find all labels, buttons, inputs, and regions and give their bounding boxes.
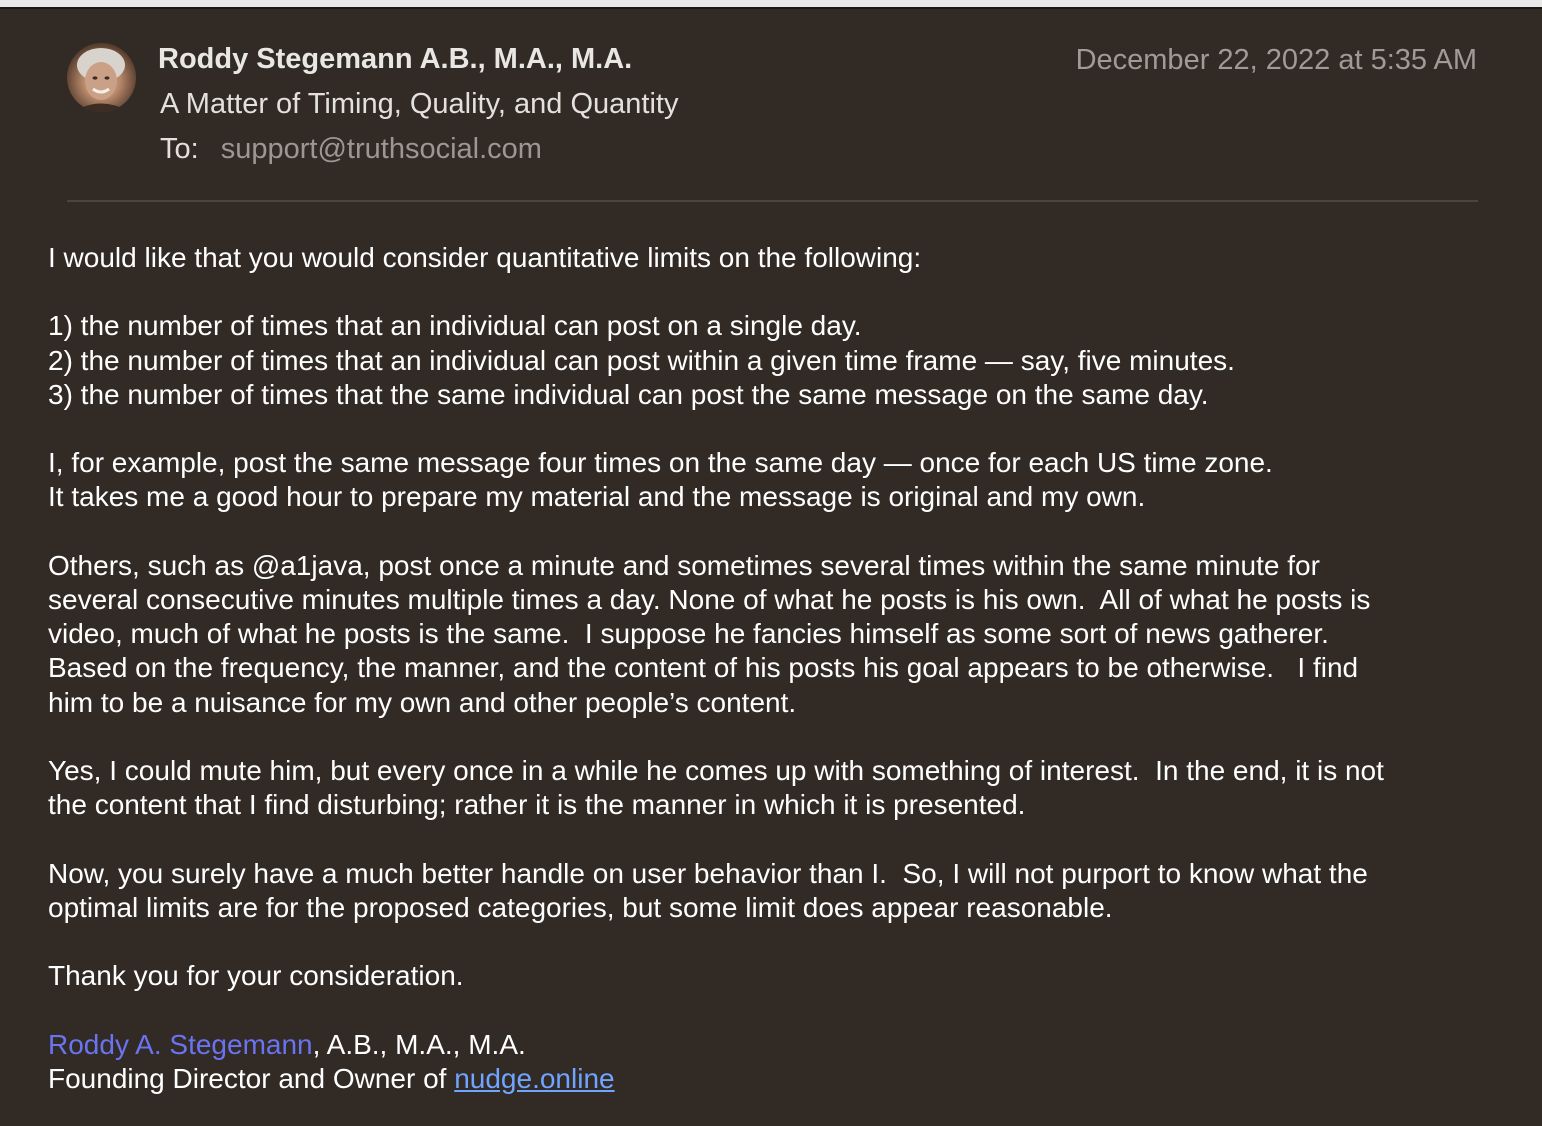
- signature: [48, 1028, 1508, 1096]
- list-item: 3) the number of times that the same individual can post the same message on the same day.: [48, 378, 1209, 410]
- website-link[interactable]: nudge.online: [454, 1062, 615, 1094]
- body-line: Thank you for your consideration.: [48, 960, 464, 992]
- signature-name-line: [48, 1028, 1508, 1062]
- body-line: video, much of what he posts is the same. I suppose he fancies himself as some sort of news gatherer.: [48, 618, 1329, 650]
- body-example: [48, 446, 1508, 514]
- signature-title: Founding Director and Owner of: [48, 1062, 455, 1094]
- body-limits: [48, 857, 1508, 925]
- to-label: To:: [160, 133, 199, 165]
- body-thanks: [48, 959, 1508, 993]
- recipient-row: [160, 133, 542, 166]
- body-others: [48, 549, 1508, 720]
- list-item: 1) the number of times that an individual can post on a single day.: [48, 310, 862, 342]
- body-line: Based on the frequency, the manner, and the content of his posts his goal appears to be otherwise. I find: [48, 652, 1359, 684]
- sender-avatar[interactable]: [67, 43, 136, 112]
- body-line: optimal limits are for the proposed categories, but some limit does appear reasonable.: [48, 891, 1113, 923]
- email-body: [48, 241, 1508, 1096]
- signature-name-link[interactable]: Roddy A. Stegemann: [48, 1028, 313, 1060]
- signature-credentials: , A.B., M.A., M.A.: [312, 1028, 526, 1060]
- email-date: December 22, 2022 at 5:35 AM: [1075, 44, 1477, 76]
- recipient-address[interactable]: support@truthsocial.com: [220, 133, 542, 165]
- email-subject: A Matter of Timing, Quality, and Quantity: [160, 88, 679, 120]
- body-line: Yes, I could mute him, but every once in a while he comes up with something of interest. In the end, it is not: [48, 754, 1384, 786]
- list-item: 2) the number of times that an individual can post within a given time frame — say, five minutes.: [48, 344, 1235, 376]
- body-line: several consecutive minutes multiple times a day. None of what he posts is his own. All of what he posts is: [48, 583, 1371, 615]
- body-line: Now, you surely have a much better handle on user behavior than I. So, I will not purport to know what the: [48, 857, 1368, 889]
- body-line: him to be a nuisance for my own and other people’s content.: [48, 686, 797, 718]
- body-line: the content that I find disturbing; rather it is the manner in which it is presented.: [48, 789, 1026, 821]
- signature-title-line: [48, 1062, 1508, 1096]
- body-mute: [48, 754, 1508, 822]
- window-top-edge: [0, 0, 1542, 9]
- email-header: [0, 9, 1542, 201]
- sender-name[interactable]: Roddy Stegemann A.B., M.A., M.A.: [158, 43, 633, 75]
- avatar-photo-icon: [67, 43, 136, 112]
- body-intro: [48, 241, 1508, 275]
- body-line: I, for example, post the same message four times on the same day — once for each US time zone.: [48, 447, 1273, 479]
- body-line: It takes me a good hour to prepare my material and the message is original and my own.: [48, 481, 1146, 513]
- body-line: Others, such as @a1java, post once a minute and sometimes several times within the same minute for: [48, 549, 1320, 581]
- header-divider: [67, 200, 1478, 202]
- body-line: I would like that you would consider quantitative limits on the following:: [48, 242, 922, 273]
- body-list: [48, 309, 1508, 412]
